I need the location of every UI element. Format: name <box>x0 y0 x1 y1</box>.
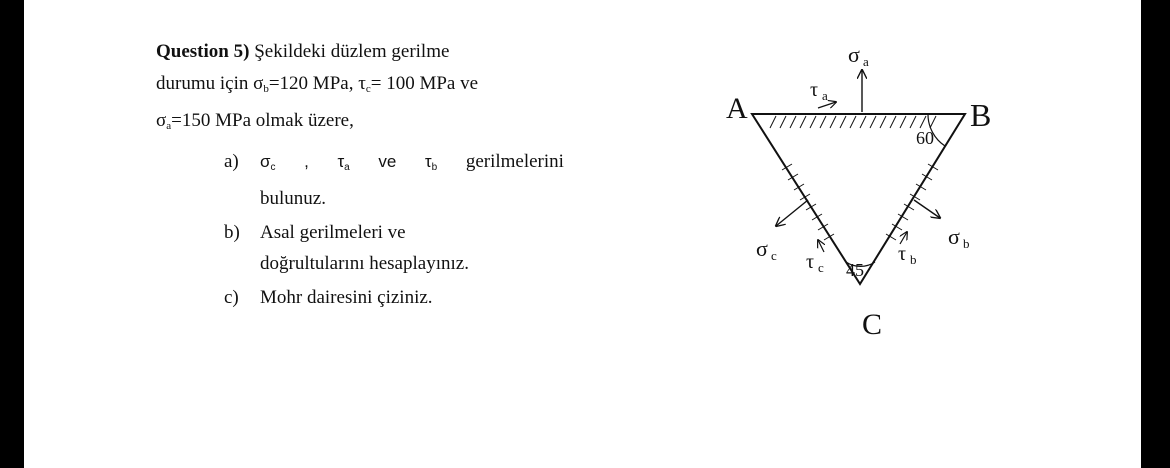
document-page <box>24 0 1141 468</box>
sub-question-c-line-1: Mohr dairesini çiziniz. <box>260 287 433 308</box>
sigma-c-sub: c <box>270 162 276 173</box>
item-letter-a: a) <box>224 151 239 172</box>
tau-c-subscript: c <box>365 83 371 95</box>
sigma-c-arrow <box>776 200 808 226</box>
question-line-2 <box>156 68 556 105</box>
sub-question-a <box>224 146 564 214</box>
question-line-3 <box>156 105 556 142</box>
sigma-b-label <box>948 224 970 251</box>
question-text <box>156 36 556 142</box>
sub-question-a-line-2: bulunuz. <box>260 188 326 209</box>
sub-question-b-line-1: Asal gerilmeleri ve <box>260 222 406 243</box>
conjunction-ve: ve <box>378 152 397 171</box>
sub-question-c <box>224 282 564 313</box>
sigma-c-main: σ <box>756 236 768 261</box>
tau-b-sub: b <box>910 252 917 267</box>
sigma-c-main: σ <box>260 152 271 171</box>
hatching-ab <box>770 116 936 128</box>
question-line-2-post: = 100 MPa ve <box>370 73 479 94</box>
tau-a-main: τ <box>810 79 819 101</box>
sub-question-b-line-2: doğrultularını hesaplayınız. <box>260 253 469 274</box>
sigma-c-label <box>756 236 777 263</box>
question-line-1 <box>156 36 556 68</box>
vertex-c-label: C <box>862 308 883 341</box>
sub-question-a-line-1 <box>260 146 564 183</box>
question-title: Question 5) <box>156 41 250 62</box>
tau-b-main: τ <box>424 152 432 171</box>
tau-c-arrow <box>818 240 824 252</box>
tau-c-label <box>806 251 824 275</box>
tau-b-symbol <box>425 146 437 183</box>
tau-c-sub: c <box>818 260 824 275</box>
question-line-1-rest: Şekildeki düzlem gerilme <box>254 41 450 62</box>
angle-c-label: 45 <box>846 260 864 280</box>
sigma-b-main: σ <box>948 224 960 249</box>
tau-b-sub: b <box>431 162 438 173</box>
sigma-b-subscript: b <box>263 83 269 95</box>
comma: , <box>304 152 309 171</box>
sigma-a-main: σ <box>848 42 860 67</box>
vertex-a-label: A <box>726 92 748 125</box>
sigma-b-sub: b <box>963 236 970 251</box>
stress-triangle-figure <box>700 36 1000 356</box>
angle-b-label: 60 <box>916 128 934 148</box>
tau-a-symbol <box>337 146 349 183</box>
sigma-c-symbol <box>260 146 276 183</box>
question-line-3-post: =150 MPa olmak üzere, <box>171 110 354 131</box>
question-line-2-mid: =120 MPa, τ <box>268 73 366 94</box>
vertex-b-label: B <box>970 97 992 133</box>
sigma-c-sub: c <box>771 248 777 263</box>
tau-a-main: τ <box>337 152 345 171</box>
sigma-a-label <box>848 42 869 69</box>
tau-c-main: τ <box>806 251 815 273</box>
question-line-2-pre: durumu için σ <box>156 73 264 94</box>
sub-question-a-rest: gerilmelerini <box>465 151 564 172</box>
sigma-b-arrow <box>914 200 940 218</box>
tau-a-sub: a <box>822 88 828 103</box>
tau-b-main: τ <box>898 243 907 265</box>
tau-a-sub: a <box>344 162 350 173</box>
sub-question-list <box>224 146 564 316</box>
tau-b-label <box>898 243 917 267</box>
item-letter-b: b) <box>224 222 240 243</box>
item-letter-c: c) <box>224 287 239 308</box>
sigma-a-subscript: a <box>166 120 172 132</box>
sub-question-b <box>224 217 564 279</box>
question-line-3-pre: σ <box>156 110 167 131</box>
tau-a-label <box>810 79 828 103</box>
sigma-a-sub: a <box>863 54 869 69</box>
stress-triangle-svg <box>700 36 1000 356</box>
